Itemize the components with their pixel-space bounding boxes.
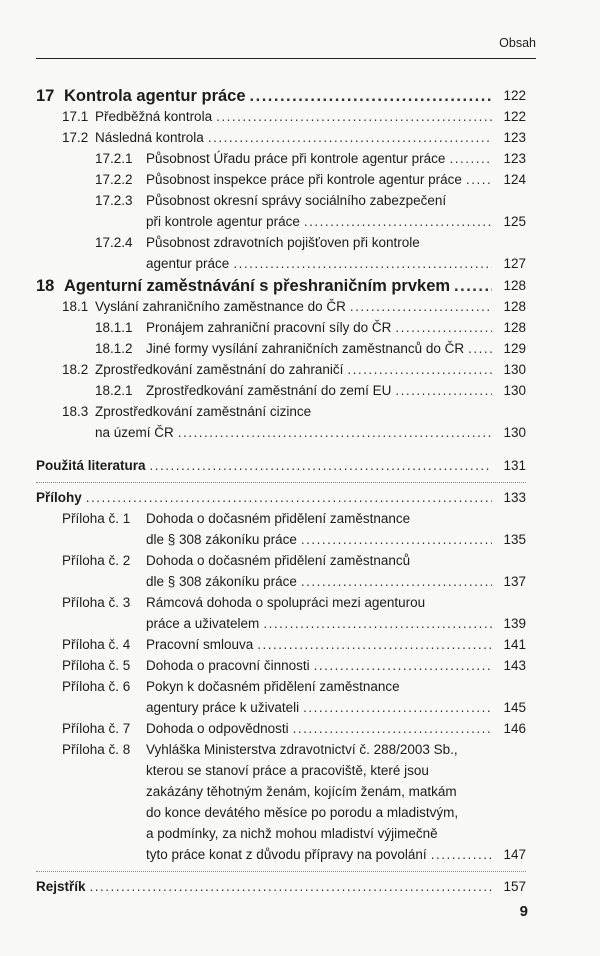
toc-title: Dohoda o pracovní činnosti [146,658,310,673]
toc-title: Rejstřík [36,879,86,894]
toc-title-line2: dle § 308 zákoníku práce [146,574,297,589]
toc-priloha-8-l6[interactable] [0,844,600,866]
toc-priloha-8-l2 [0,760,600,782]
toc-number: 18 [36,277,55,295]
toc-number: Příloha č. 7 [62,721,131,736]
toc-number: 17.2.3 [95,193,133,208]
toc-page: 123 [503,130,526,145]
toc-number: 17 [36,87,55,105]
toc-subsection-17-2-3[interactable] [0,190,600,212]
toc-page: 133 [503,490,526,505]
toc-subsection-18-1-2[interactable] [0,338,600,360]
toc-priloha-7[interactable] [0,718,600,740]
leader-dots [216,106,492,128]
toc-number: 17.2.2 [95,172,133,187]
toc-subsection-17-2-2[interactable] [0,169,600,191]
running-head: Obsah [499,36,536,50]
toc-priloha-2-cont[interactable] [0,571,600,593]
toc-title: Zprostředkování zaměstnání do zemí EU [146,383,392,398]
toc-page: 131 [503,458,526,473]
toc-prilohy[interactable] [0,487,600,509]
toc-page: 139 [503,616,526,631]
toc-title: Jiné formy vysílání zahraničních zaměstnanců do ČR [146,341,465,356]
toc-page: 141 [503,637,526,652]
toc-priloha-8[interactable] [0,739,600,761]
toc-subsection-18-2-1[interactable] [0,380,600,402]
toc-title: Vyslání zahraničního zaměstnance do ČR [95,299,346,314]
toc-title: Kontrola agentur práce [64,87,246,105]
toc-page: 122 [503,109,526,124]
toc-page: 137 [503,574,526,589]
leader-dots [178,422,492,444]
toc-title-line1: Dohoda o dočasném přidělení zaměstnanců [146,553,411,568]
toc-title-line2: agentur práce [146,256,230,271]
toc-title-line6: tyto práce konat z důvodu přípravy na povolání [146,847,427,862]
toc-page: 135 [503,532,526,547]
leader-dots [350,296,492,318]
toc-priloha-4[interactable] [0,634,600,656]
toc-page: 146 [503,721,526,736]
leader-dots [257,634,492,656]
toc-priloha-5[interactable] [0,655,600,677]
toc-title: Působnost Úřadu práce při kontrole agentur práce [146,151,446,166]
toc-title-line2: kterou se stanoví práce a pracoviště, které jsou [146,763,429,778]
toc-number: 18.1.2 [95,341,133,356]
toc-title: Přílohy [36,490,82,505]
toc-title: Zprostředkování zaměstnání do zahraničí [95,362,344,377]
leader-dots [90,876,492,898]
toc-title-line5: a podmínky, za nichž mohou mladiství výjimečně [146,826,438,841]
toc-title-line3: zakázány těhotným ženám, kojícím ženám, matkám [146,784,457,799]
leader-dots [233,253,492,275]
toc-priloha-6[interactable] [0,676,600,698]
toc-number: Příloha č. 1 [62,511,131,526]
toc-chapter-18[interactable] [0,274,600,298]
toc-number: Příloha č. 5 [62,658,131,673]
toc-title-line1: Pokyn k dočasném přidělení zaměstnance [146,679,400,694]
toc-page: 143 [503,658,526,673]
toc-title: Pronájem zahraniční pracovní síly do ČR [146,320,392,335]
header-rule [36,58,536,59]
toc-priloha-8-l3 [0,781,600,803]
toc-page: 157 [503,879,526,894]
toc-title-line4: do konce devátého měsíce po porodu a mladistvým, [146,805,459,820]
leader-dots [301,571,492,593]
toc-number: 18.2 [62,362,89,377]
toc-priloha-3-cont[interactable] [0,613,600,635]
leader-dots [86,487,492,509]
toc-number: 17.2.4 [95,235,133,250]
toc-title-line1: Zprostředkování zaměstnání cizince [95,404,312,419]
toc-page: 128 [503,278,526,293]
toc-number: 17.1 [62,109,89,124]
toc-subsection-18-1-1[interactable] [0,317,600,339]
leader-dots [304,211,492,233]
toc-title-line2: dle § 308 zákoníku práce [146,532,297,547]
toc-subsection-17-2-4-cont[interactable] [0,253,600,275]
toc-title-line1: Dohoda o dočasném přidělení zaměstnance [146,511,411,526]
leader-dots [208,127,492,149]
leader-dots [303,697,492,719]
toc-page: 124 [503,172,526,187]
toc-title-line2: na území ČR [95,425,174,440]
leader-dots [293,718,492,740]
leader-dots [263,613,492,635]
toc-priloha-1[interactable] [0,508,600,530]
toc-page: 130 [503,383,526,398]
toc-section-17-2[interactable] [0,127,600,149]
leader-dots [314,655,492,677]
leader-dots [301,529,492,551]
toc-subsection-17-2-3-cont[interactable] [0,211,600,233]
leader-dots [468,338,492,360]
page-number: 9 [519,903,528,920]
toc-number: 18.3 [62,404,89,419]
toc-page: 147 [503,847,526,862]
leader-dots [449,148,492,170]
toc-title: Působnost inspekce práce při kontrole agentur práce [146,172,462,187]
leader-dots [150,455,492,477]
leader-dots [395,317,492,339]
toc-page: 130 [503,425,526,440]
toc-title-line1: Rámcová dohoda o spolupráci mezi agenturou [146,595,426,610]
toc-title: Agenturní zaměstnávání s přeshraničním prvkem [64,277,451,295]
toc-title: Použitá literatura [36,458,146,473]
leader-dots [347,359,492,381]
toc-page: 145 [503,700,526,715]
toc-title: Následná kontrola [95,130,204,145]
toc-number: 17.2.1 [95,151,133,166]
toc-section-18-1[interactable] [0,296,600,318]
leader-dots [454,274,492,298]
leader-dots [395,380,492,402]
leader-dots [466,169,492,191]
toc-section-18-3-cont[interactable] [0,422,600,444]
toc-page: 125 [503,214,526,229]
section-divider [36,871,526,872]
toc-section-18-2[interactable] [0,359,600,381]
toc-title: Dohoda o odpovědnosti [146,721,289,736]
toc-number: 18.1 [62,299,89,314]
toc-priloha-3[interactable] [0,592,600,614]
toc-priloha-6-cont[interactable] [0,697,600,719]
toc-priloha-2[interactable] [0,550,600,572]
toc-title-line1: Působnost okresní správy sociálního zabezpečení [146,193,447,208]
toc-rejstrik[interactable] [0,876,600,898]
toc-title: Předběžná kontrola [95,109,213,124]
toc-page: 127 [503,256,526,271]
toc-chapter-17[interactable] [0,84,600,108]
toc-section-17-1[interactable] [0,106,600,128]
toc-priloha-8-l4 [0,802,600,824]
toc-number: Příloha č. 3 [62,595,131,610]
toc-title-line1: Vyhláška Ministerstva zdravotnictví č. 288/2003 Sb., [146,742,458,757]
toc-title-line1: Působnost zdravotních pojišťoven při kontrole [146,235,420,250]
toc-page: 129 [503,341,526,356]
toc-page: 122 [503,88,526,103]
toc-title: Pracovní smlouva [146,637,254,652]
toc-number: Příloha č. 4 [62,637,131,652]
toc-title-line2: agentury práce k uživateli [146,700,300,715]
toc-page: 128 [503,320,526,335]
toc-priloha-8-l5 [0,823,600,845]
toc-number: Příloha č. 2 [62,553,131,568]
toc-subsection-17-2-4[interactable] [0,232,600,254]
leader-dots [250,84,492,108]
toc-number: 18.2.1 [95,383,133,398]
toc-subsection-17-2-1[interactable] [0,148,600,170]
toc-page: 130 [503,362,526,377]
toc-page: 128 [503,299,526,314]
toc-section-18-3[interactable] [0,401,600,423]
section-divider [36,482,526,483]
toc-number: Příloha č. 6 [62,679,131,694]
toc-number: Příloha č. 8 [62,742,131,757]
toc-number: 17.2 [62,130,89,145]
toc-title-line2: práce a uživatelem [146,616,260,631]
leader-dots [431,844,492,866]
toc-number: 18.1.1 [95,320,133,335]
toc-title-line2: při kontrole agentur práce [146,214,300,229]
toc-priloha-1-cont[interactable] [0,529,600,551]
toc-literatura[interactable] [0,455,600,477]
toc-page: 123 [503,151,526,166]
